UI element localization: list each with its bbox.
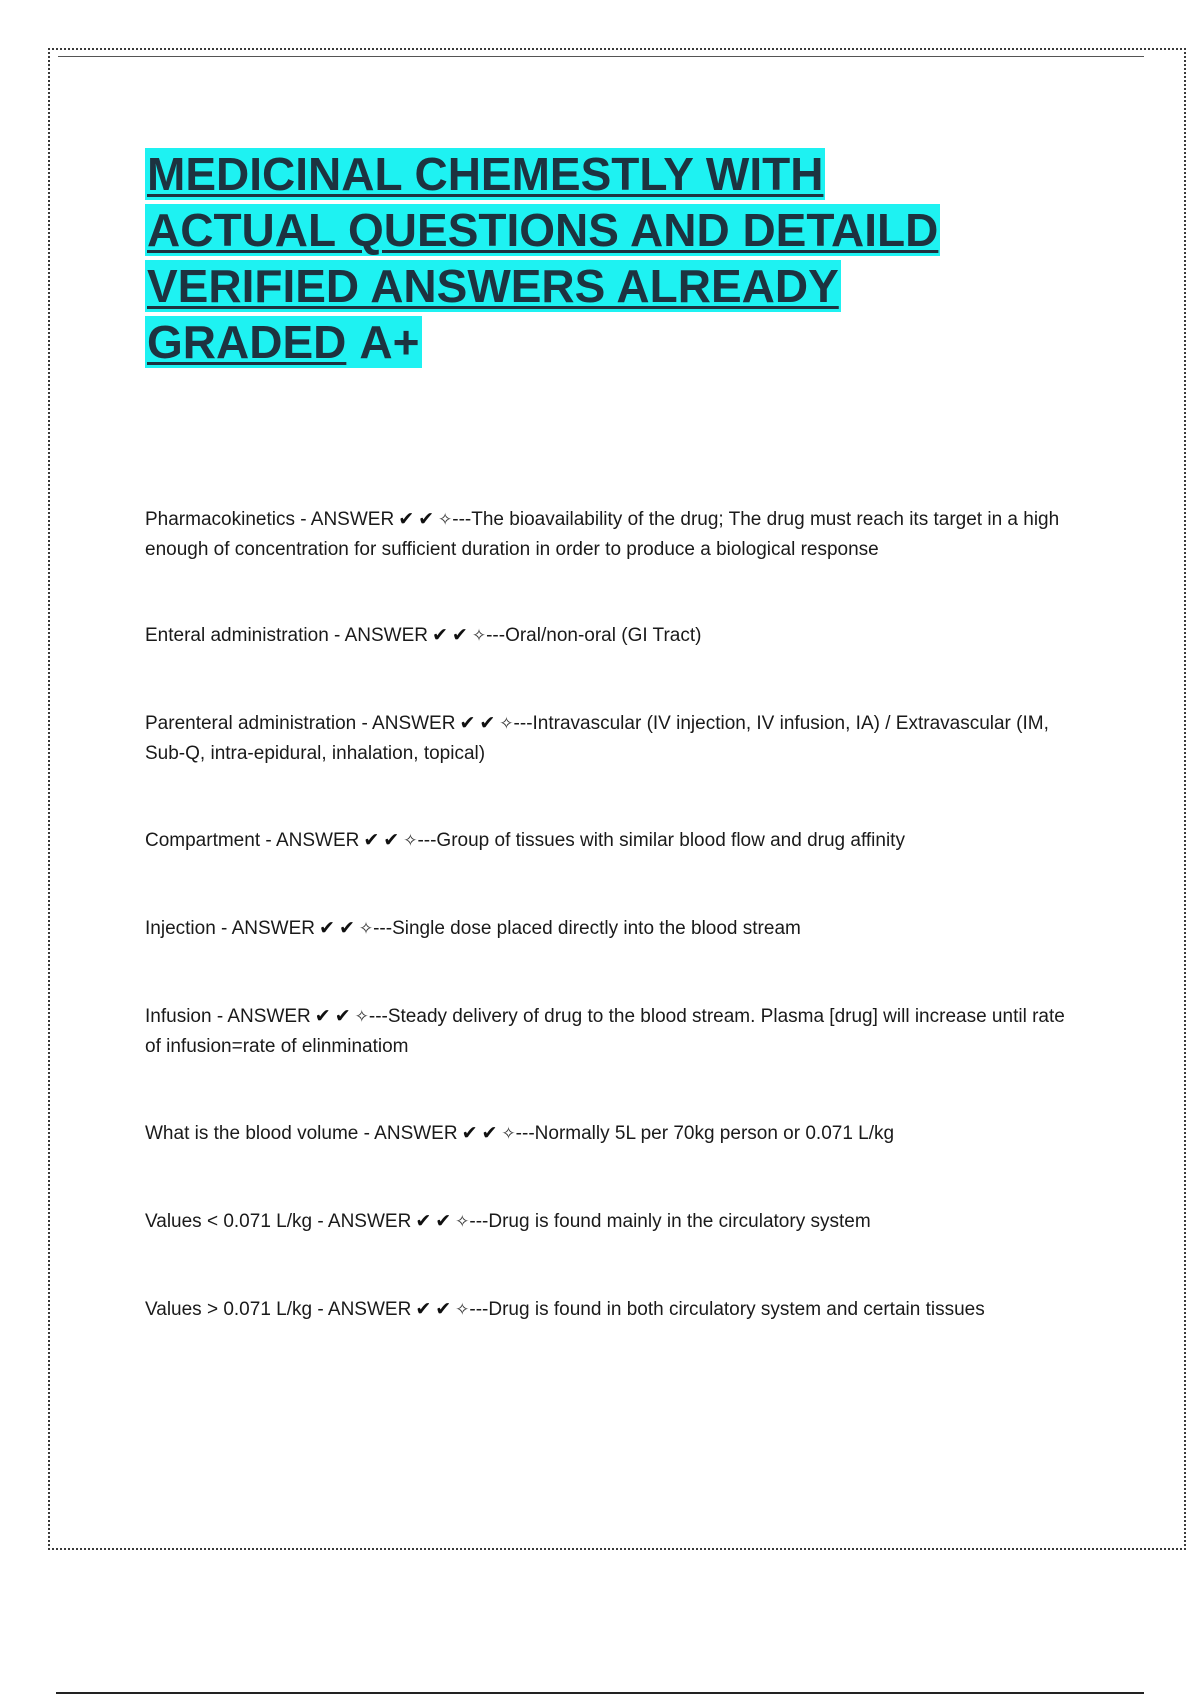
check-icon: ✔ xyxy=(383,829,400,851)
check-icon: ✔ xyxy=(418,508,435,530)
answer-marker: - ANSWER xyxy=(215,918,316,939)
sparkle-icon: ✧ xyxy=(499,714,514,734)
answer-marker: - ANSWER xyxy=(356,713,456,734)
sparkle-icon: ✧ xyxy=(455,1300,470,1320)
title-line-4-tail: A+ xyxy=(348,316,420,368)
qa-term: Values < 0.071 L/kg xyxy=(145,1211,313,1232)
qa-item xyxy=(145,1002,1085,1061)
page-top-rule xyxy=(58,56,1144,57)
qa-term: Parenteral administration xyxy=(145,713,357,734)
qa-answer: ---Oral/non-oral (GI Tract) xyxy=(486,625,702,646)
qa-term: Compartment xyxy=(145,830,261,851)
qa-item xyxy=(145,505,1085,564)
qa-answer: ---Group of tissues with similar blood flow and drug affinity xyxy=(417,830,905,851)
check-icon: ✔ xyxy=(451,624,468,646)
answer-marker: - ANSWER xyxy=(358,1123,458,1144)
check-icon: ✔ xyxy=(314,1005,331,1027)
qa-answer: ---Drug is found mainly in the circulatory system xyxy=(469,1211,871,1232)
check-icon: ✔ xyxy=(398,508,415,530)
sparkle-icon: ✧ xyxy=(403,831,418,851)
check-icon: ✔ xyxy=(415,1298,432,1320)
qa-answer: ---Drug is found in both circulatory system and certain tissues xyxy=(469,1299,985,1320)
answer-marker: - ANSWER xyxy=(294,509,395,530)
sparkle-icon: ✧ xyxy=(358,919,374,939)
qa-answer: ---The bioavailability of the drug; The drug must reach its target in a high enough of concentration for sufficient duration in order to produce a biological response xyxy=(145,509,1060,560)
check-icon: ✔ xyxy=(461,1122,478,1144)
title-line-4-underlined: GRADED xyxy=(147,316,347,368)
qa-item xyxy=(145,1119,1085,1149)
qa-item xyxy=(145,1295,1085,1325)
answer-marker: - ANSWER xyxy=(312,1299,412,1320)
sparkle-icon: ✧ xyxy=(354,1007,369,1027)
sparkle-icon: ✧ xyxy=(501,1124,516,1144)
qa-term: What is the blood volume xyxy=(145,1123,359,1144)
qa-item xyxy=(145,1207,1085,1237)
check-icon: ✔ xyxy=(334,1005,351,1027)
title-line-3: VERIFIED ANSWERS ALREADY xyxy=(147,260,839,312)
document-title xyxy=(145,146,1045,370)
check-icon: ✔ xyxy=(415,1210,432,1232)
answer-marker: - ANSWER xyxy=(211,1006,311,1027)
check-icon: ✔ xyxy=(432,624,448,646)
qa-term: Pharmacokinetics xyxy=(145,509,295,530)
check-icon: ✔ xyxy=(435,1210,452,1232)
bottom-rule xyxy=(56,1692,1144,1694)
qa-answer: ---Intravascular (IV injection, IV infusion, IA) / Extravascular (IM, Sub-Q, intra-epidural, inhalation, topical) xyxy=(145,713,1049,764)
answer-marker: - ANSWER xyxy=(328,625,428,646)
check-icon: ✔ xyxy=(319,917,335,939)
qa-item xyxy=(145,914,1085,944)
check-icon: ✔ xyxy=(338,917,355,939)
sparkle-icon: ✧ xyxy=(471,626,487,646)
answer-marker: - ANSWER xyxy=(312,1211,412,1232)
qa-term: Enteral administration xyxy=(145,625,329,646)
check-icon: ✔ xyxy=(435,1298,452,1320)
qa-answer: ---Normally 5L per 70kg person or 0.071 L/kg xyxy=(515,1123,895,1144)
qa-term: Injection xyxy=(145,918,216,939)
qa-answer: ---Steady delivery of drug to the blood stream. Plasma [drug] will increase until rate of infusion=rate of elinminatiom xyxy=(145,1006,1065,1057)
qa-item xyxy=(145,826,1085,856)
qa-term: Infusion xyxy=(145,1006,212,1027)
check-icon: ✔ xyxy=(363,829,380,851)
qa-list xyxy=(145,505,1085,1325)
check-icon: ✔ xyxy=(481,1122,498,1144)
qa-item xyxy=(145,621,1085,651)
check-icon: ✔ xyxy=(479,712,496,734)
title-line-2: ACTUAL QUESTIONS AND DETAILD xyxy=(147,204,939,256)
qa-answer: ---Single dose placed directly into the blood stream xyxy=(373,918,801,939)
title-line-1: MEDICINAL CHEMESTLY WITH xyxy=(147,148,824,200)
answer-marker: - ANSWER xyxy=(260,830,360,851)
sparkle-icon: ✧ xyxy=(438,510,453,530)
check-icon: ✔ xyxy=(459,712,476,734)
qa-term: Values > 0.071 L/kg xyxy=(145,1299,313,1320)
qa-item xyxy=(145,709,1085,768)
sparkle-icon: ✧ xyxy=(455,1212,470,1232)
